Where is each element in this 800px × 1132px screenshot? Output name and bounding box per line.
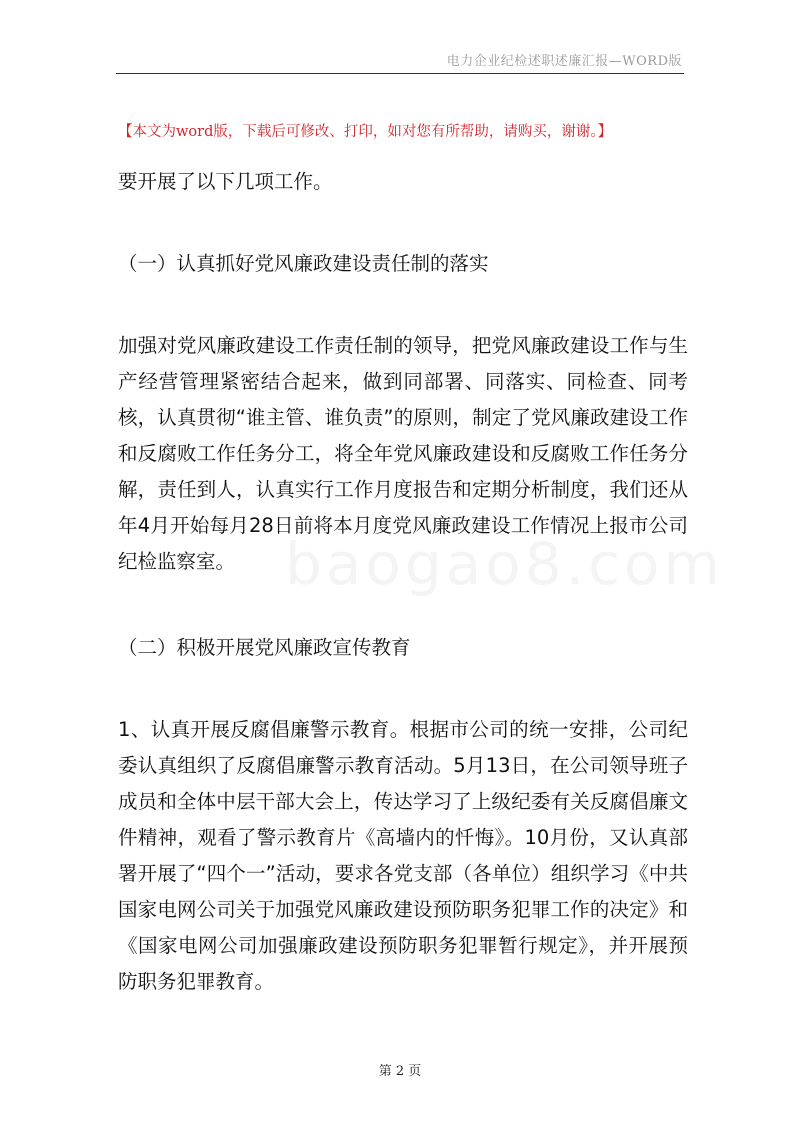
header-divider [116, 73, 684, 74]
section-heading-1: （一）认真抓好党风廉政建设责任制的落实 [118, 252, 489, 275]
intro-paragraph: 要开展了以下几项工作。 [118, 170, 333, 193]
document-body [118, 164, 688, 1000]
section-heading-2: （二）积极开展党风廉政宣传教育 [118, 636, 411, 659]
section-item-1: 1、认真开展反腐倡廉警示教育。根据市公司的统一安排，公司纪委认真组织了反腐倡廉警示教育活动。5月13日，在公司领导班子成员和全体中层干部大会上，传达学习了上级纪委有关反腐倡廉文件精神，观看了警示教育片《高墙内的忏悔》。10月份，又认真部署开展了“四个一”活动，要求各党支部（各单位）组织学习《中共国家电网公司关于加强党风廉政建设预防职务犯罪工作的决定》和《国家电网公司加强廉政建设预防职务犯罪暂行规定》，并开展预防职务犯罪教育。 [118, 718, 688, 993]
download-notice: 【本文为word版，下载后可修改、打印，如对您有所帮助，请购买，谢谢。】 [118, 124, 613, 140]
page-number: 第 2 页 [378, 1064, 422, 1079]
section-body-1: 加强对党风廉政建设工作责任制的领导，把党风廉政建设工作与生产经营管理紧密结合起来，做到同部署、同落实、同检查、同考核，认真贯彻“谁主管、谁负责”的原则，制定了党风廉政建设工作和反腐败工作任务分工，将全年党风廉政建设和反腐败工作任务分解，责任到人，认真实行工作月度报告和定期分析制度，我们还从年4月开始每月28日前将本月度党风廉政建设工作情况上报市公司纪检监察室。 [118, 334, 688, 573]
watermark: baogao8.com [285, 530, 724, 598]
document-header-title: 电力企业纪检述职述廉汇报—WORD版 [446, 54, 682, 69]
